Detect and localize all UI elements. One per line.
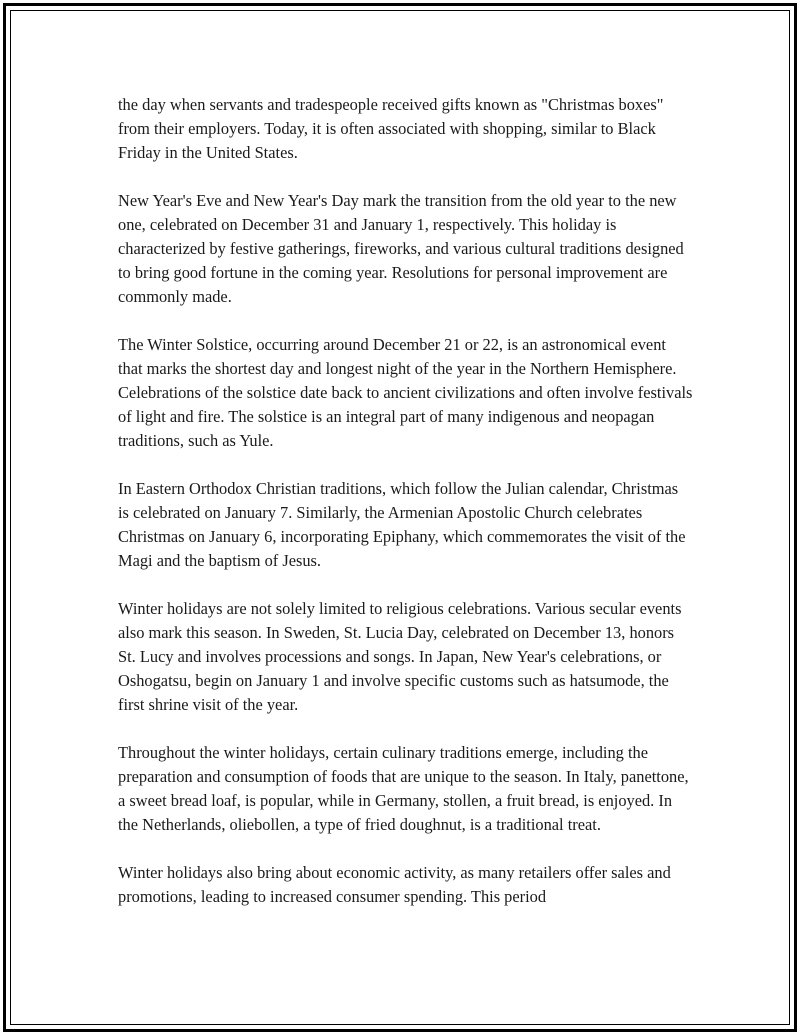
document-body xyxy=(118,93,693,933)
paragraph-culinary-traditions: Throughout the winter holidays, certain culinary traditions emerge, including the preparation and consumption of foods that are unique to the season. In Italy, panettone, a sweet bread loaf, is popular, while in Germany, stollen, a fruit bread, is enjoyed. In the Netherlands, oliebollen, a type of fried doughnut, is a traditional treat. xyxy=(118,743,689,834)
paragraph-winter-solstice: The Winter Solstice, occurring around December 21 or 22, is an astronomical event that marks the shortest day and longest night of the year in the Northern Hemisphere. Celebrations of the solstice date back to ancient civilizations and often involve festivals of light and fire. The solstice is an integral part of many indigenous and neopagan traditions, such as Yule. xyxy=(118,335,693,450)
paragraph-economic-activity: Winter holidays also bring about economic activity, as many retailers offer sales and promotions, leading to increased consumer spending. This period xyxy=(118,863,671,906)
paragraph-new-year: New Year's Eve and New Year's Day mark the transition from the old year to the new one, celebrated on December 31 and January 1, respectively. This holiday is characterized by festive gatherings, fireworks, and various cultural traditions designed to bring good fortune in the coming year. Resolutions for personal improvement are commonly made. xyxy=(118,191,684,306)
paragraph-orthodox-christmas: In Eastern Orthodox Christian traditions, which follow the Julian calendar, Christmas is celebrated on January 7. Similarly, the Armenian Apostolic Church celebrates Christmas on January 6, incorporating Epiphany, which commemorates the visit of the Magi and the baptism of Jesus. xyxy=(118,479,686,570)
paragraph-christmas-boxes: the day when servants and tradespeople received gifts known as "Christmas boxes" from their employers. Today, it is often associated with shopping, similar to Black Friday in the United States. xyxy=(118,95,664,162)
paragraph-secular-events: Winter holidays are not solely limited to religious celebrations. Various secular events also mark this season. In Sweden, St. Lucia Day, celebrated on December 13, honors St. Lucy and involves processions and songs. In Japan, New Year's celebrations, or Oshogatsu, begin on January 1 and involve specific customs such as hatsumode, the first shrine visit of the year. xyxy=(118,599,682,714)
